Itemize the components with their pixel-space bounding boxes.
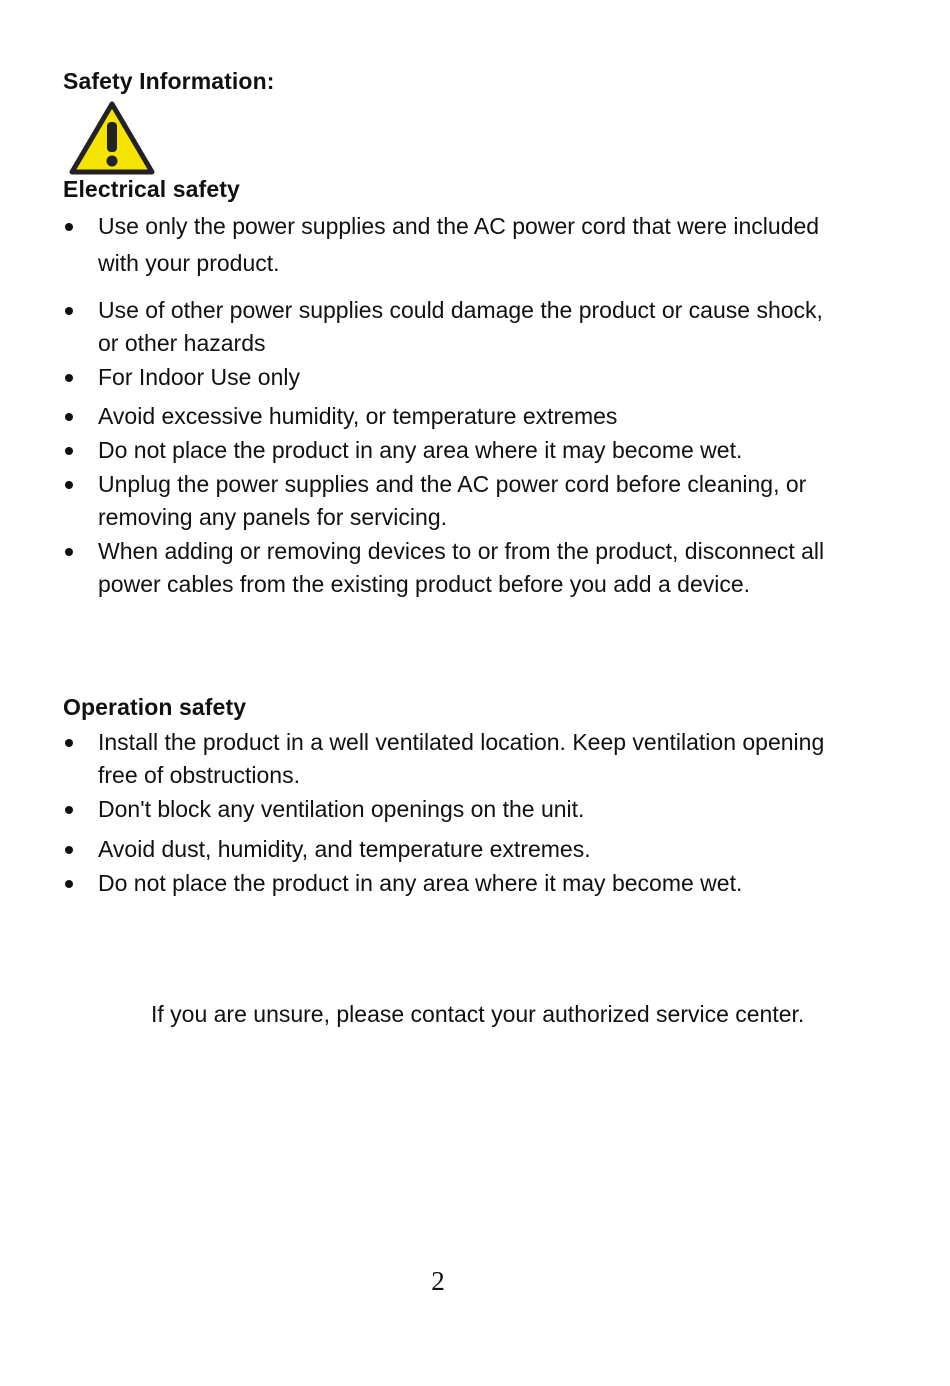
page-title: Safety Information: bbox=[63, 68, 275, 94]
list-item: Avoid excessive humidity, or temperature extremes bbox=[63, 400, 843, 433]
list-item: Avoid dust, humidity, and temperature extremes. bbox=[63, 833, 843, 866]
list-item: For Indoor Use only bbox=[63, 361, 843, 394]
list-item: Use only the power supplies and the AC power cord that were included with your product. bbox=[63, 208, 843, 282]
list-item: Do not place the product in any area where it may become wet. bbox=[63, 867, 843, 900]
list-item: Unplug the power supplies and the AC power cord before cleaning, or removing any panels for servicing. bbox=[63, 468, 843, 534]
list-item: Don't block any ventilation openings on the unit. bbox=[63, 793, 843, 826]
warning-triangle-icon bbox=[68, 100, 156, 176]
operation-safety-heading: Operation safety bbox=[63, 694, 247, 720]
service-note: If you are unsure, please contact your authorized service center. bbox=[151, 1001, 805, 1027]
list-item: Use of other power supplies could damage the product or cause shock, or other hazards bbox=[63, 294, 843, 360]
page-number: 2 bbox=[431, 1266, 445, 1296]
electrical-safety-heading: Electrical safety bbox=[63, 176, 240, 202]
list-item: Install the product in a well ventilated location. Keep ventilation opening free of obstructions. bbox=[63, 726, 843, 792]
list-item: When adding or removing devices to or from the product, disconnect all power cables from the existing product before you add a device. bbox=[63, 535, 843, 601]
list-item: Do not place the product in any area where it may become wet. bbox=[63, 434, 843, 467]
